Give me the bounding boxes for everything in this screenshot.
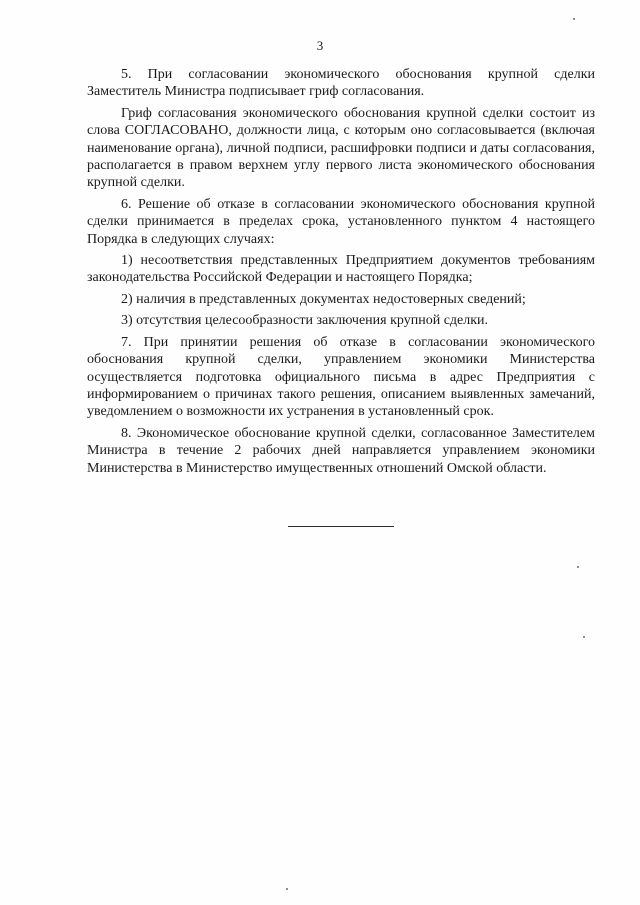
scan-speck: [583, 636, 585, 638]
paragraph-6-refusal-decision: 6. Решение об отказе в согласовании экономического обоснования крупной сделки принимается в пределах срока, установленного пунктом 4 настоящего Порядка в следующих случаях:: [87, 196, 595, 247]
paragraph-7-refusal-letter: 7. При принятии решения об отказе в согласовании экономического обоснования крупной сделки, управлением экономики Министерства осуществляется подготовка официального письма в адрес Предприятия с информированием о причинах такого решения, описанием выявленных замечаний, уведомлением о возможности их устранения в установленный срок.: [87, 334, 595, 420]
paragraph-8-forwarding: 8. Экономическое обоснование крупной сделки, согласованное Заместителем Министра в течение 2 рабочих дней направляется управлением экономики Министерства в Министерство имущественных отношений Омской области.: [87, 425, 595, 476]
paragraph-approval-stamp-description: Гриф согласования экономического обоснования крупной сделки состоит из слова СОГЛАСОВАНО, должности лица, с которым оно согласовывается (включая наименование органа), личной подписи, расшифровки подписи и даты согласования, располагается в правом верхнем углу первого листа экономического обоснования крупной сделки.: [87, 105, 595, 191]
paragraph-5-approval-signature: 5. При согласовании экономического обоснования крупной сделки Заместитель Министра подписывает гриф согласования.: [87, 67, 595, 100]
end-separator-line: [288, 526, 394, 527]
list-item-refusal-reason-2: 2) наличия в представленных документах недостоверных сведений;: [121, 291, 526, 307]
list-item-refusal-reason-3: 3) отсутствия целесообразности заключения крупной сделки.: [121, 313, 489, 329]
scan-speck: [573, 18, 575, 20]
scan-speck: [577, 566, 579, 568]
page-number: 3: [316, 38, 324, 53]
list-item-refusal-reason-1: 1) несоответствия представленных Предприятием документов требованиям законодательства Российской Федерации и настоящего Порядка;: [87, 253, 595, 286]
document-body: [87, 66, 595, 481]
scan-speck: [286, 888, 288, 890]
